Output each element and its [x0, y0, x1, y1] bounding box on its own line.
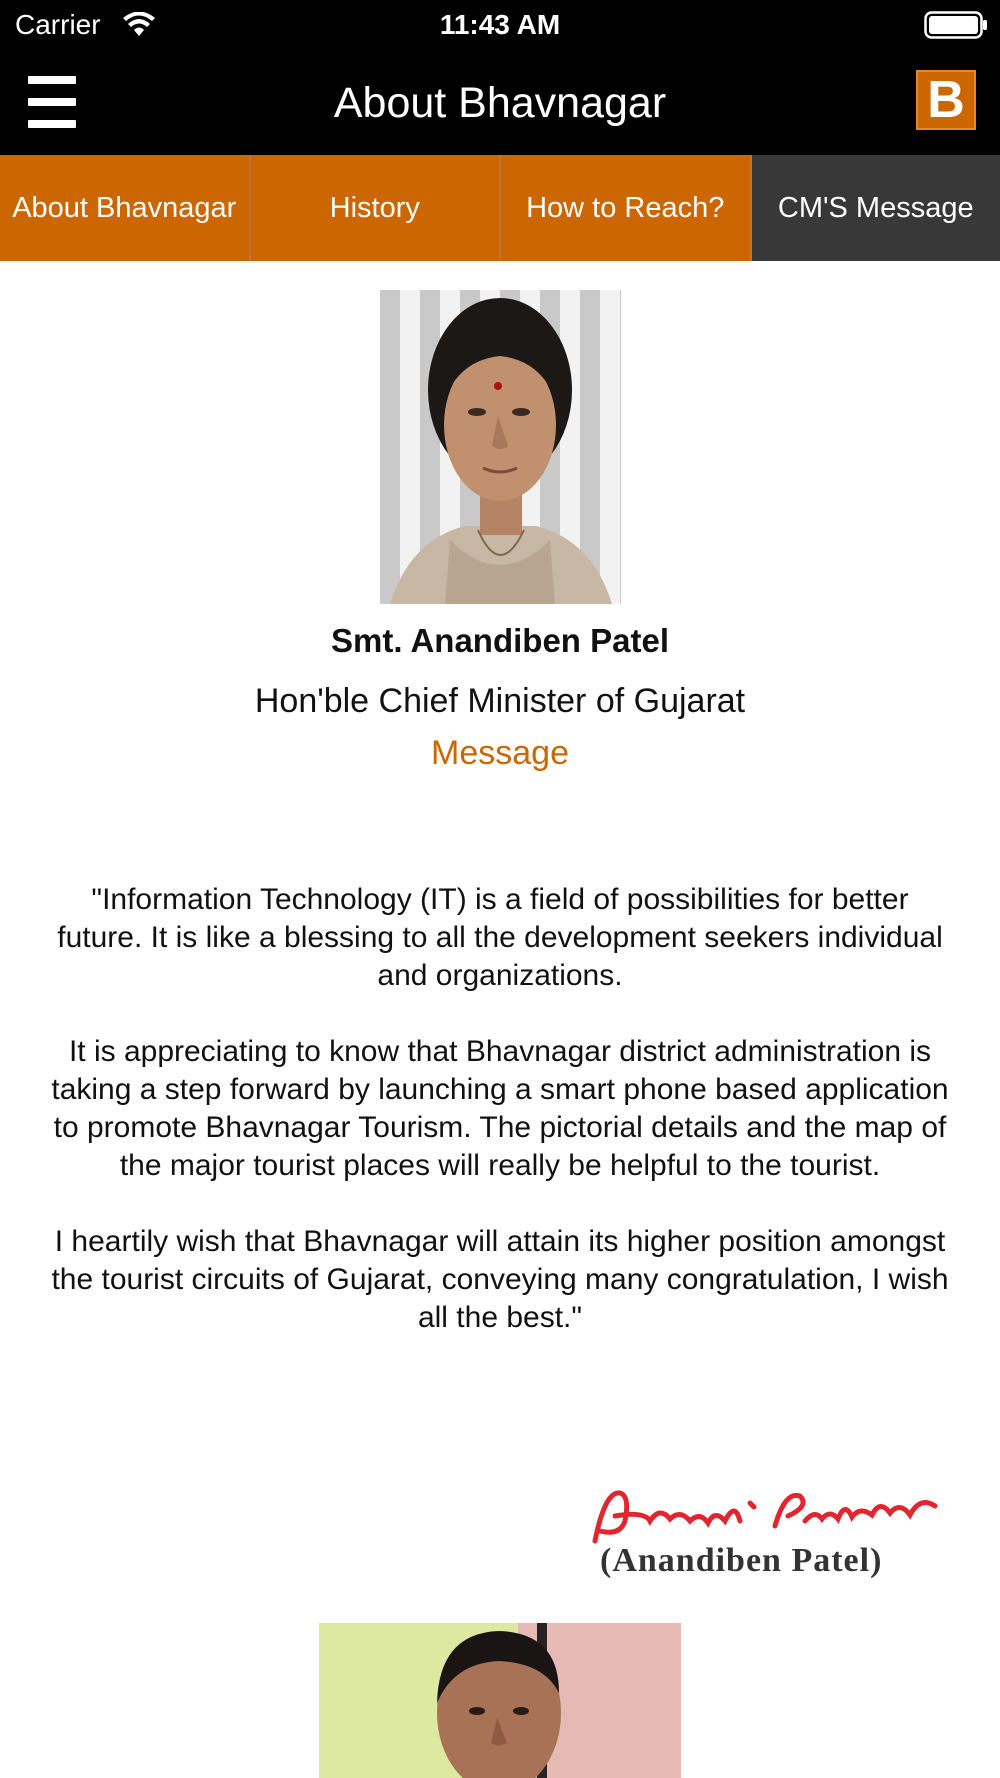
tab-cms-message[interactable]: CM'S Message	[752, 155, 1000, 261]
brand-logo-button[interactable]: B	[916, 70, 976, 130]
page-title: About Bhavnagar	[333, 79, 667, 127]
message-paragraph: It is appreciating to know that Bhavnagar district administration is taking a step forward by launching a smart phone based application to promote Bhavnagar Tourism. The pictorial details and the map of the major tourist places will really be helpful to the tourist.	[51, 1035, 949, 1182]
status-bar	[0, 0, 1000, 52]
chief-minister-photo	[380, 290, 621, 604]
carrier-label: Carrier	[15, 9, 101, 40]
message-heading: Message	[431, 734, 569, 772]
message-paragraph: "Information Technology (IT) is a field of possibilities for better future. It is like a blessing to all the development seekers individual and organizations.	[57, 883, 943, 992]
person-designation: Hon'ble Chief Minister of Gujarat	[254, 682, 746, 720]
tab-bar	[0, 155, 1000, 261]
battery-full-icon	[924, 10, 988, 40]
tab-about-bhavnagar[interactable]: About Bhavnagar	[0, 155, 251, 261]
portrait-image	[380, 290, 621, 604]
status-time: 11:43 AM	[439, 9, 561, 40]
message-paragraph: I heartily wish that Bhavnagar will attain its higher position amongst the tourist circuits of Gujarat, conveying many congratulation, I wish all the best."	[51, 1225, 949, 1334]
tab-how-to-reach[interactable]: How to Reach?	[501, 155, 752, 261]
tab-history[interactable]: History	[251, 155, 502, 261]
portrait-image	[319, 1623, 681, 1778]
message-content	[0, 261, 1000, 1778]
signature-name: (Anandiben Patel)	[600, 1542, 883, 1579]
collector-photo	[319, 1623, 681, 1778]
navigation-bar	[0, 52, 1000, 155]
message-text	[45, 881, 955, 1375]
signature-block	[590, 1481, 960, 1591]
person-name: Smt. Anandiben Patel	[331, 622, 669, 659]
